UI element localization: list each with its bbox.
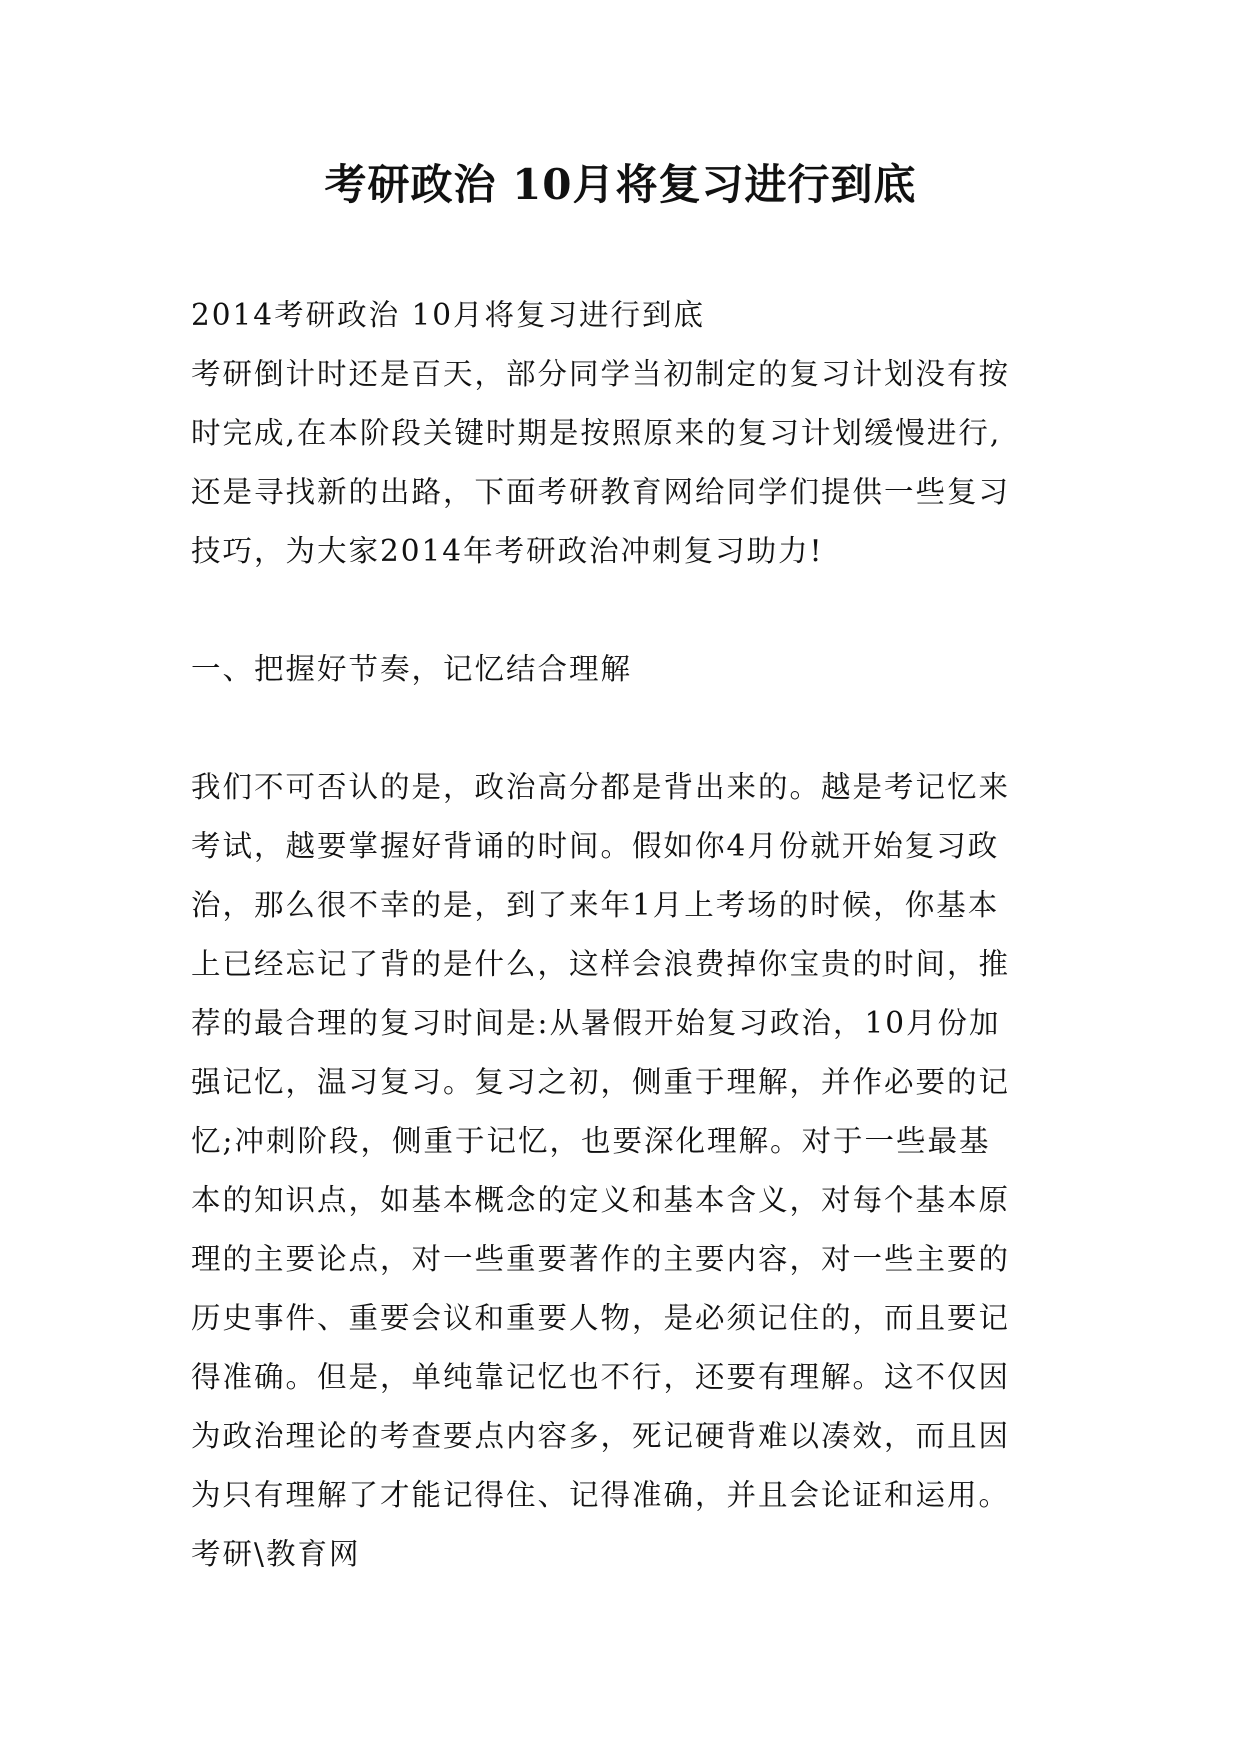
intro-line: 技巧，为大家2014年考研政治冲刺复习助力! [191,534,824,568]
document-body [191,286,1071,1584]
intro-line: 时完成,在本阶段关键时期是按照原来的复习计划缓慢进行, [191,416,1002,450]
body-line: 本的知识点，如基本概念的定义和基本含义，对每个基本原 [191,1183,1011,1217]
body-line: 历史事件、重要会议和重要人物，是必须记住的，而且要记 [191,1301,1011,1335]
section-heading: 一、把握好节奏，记忆结合理解 [191,652,633,686]
source-line: 考研\教育网 [191,1537,361,1571]
body-line: 得准确。但是，单纯靠记忆也不行，还要有理解。这不仅因 [191,1360,1011,1394]
intro-line: 考研倒计时还是百天，部分同学当初制定的复习计划没有按 [191,357,1011,391]
body-line: 考试，越要掌握好背诵的时间。假如你4月份就开始复习政 [191,829,1000,863]
body-line: 治，那么很不幸的是，到了来年1月上考场的时候，你基本 [191,888,1000,922]
body-line: 理的主要论点，对一些重要著作的主要内容，对一些主要的 [191,1242,1011,1276]
body-line: 荐的最合理的复习时间是:从暑假开始复习政治，10月份加 [191,1006,1001,1040]
document-title: 考研政治 10月将复习进行到底 [324,160,917,209]
body-line: 上已经忘记了背的是什么，这样会浪费掉你宝贵的时间，推 [191,947,1011,981]
paragraph-spacer [191,699,1071,758]
body-line: 为政治理论的考查要点内容多，死记硬背难以凑效，而且因 [191,1419,1011,1453]
body-line: 忆;冲刺阶段，侧重于记忆，也要深化理解。对于一些最基 [191,1124,991,1158]
body-line: 为只有理解了才能记得住、记得准确，并且会论证和运用。 [191,1478,1011,1512]
paragraph-spacer [191,581,1071,640]
intro-line: 还是寻找新的出路，下面考研教育网给同学们提供一些复习 [191,475,1011,509]
subtitle-line: 2014考研政治 10月将复习进行到底 [191,298,705,332]
body-line: 强记忆，温习复习。复习之初，侧重于理解，并作必要的记 [191,1065,1011,1099]
body-line: 我们不可否认的是，政治高分都是背出来的。越是考记忆来 [191,770,1011,804]
